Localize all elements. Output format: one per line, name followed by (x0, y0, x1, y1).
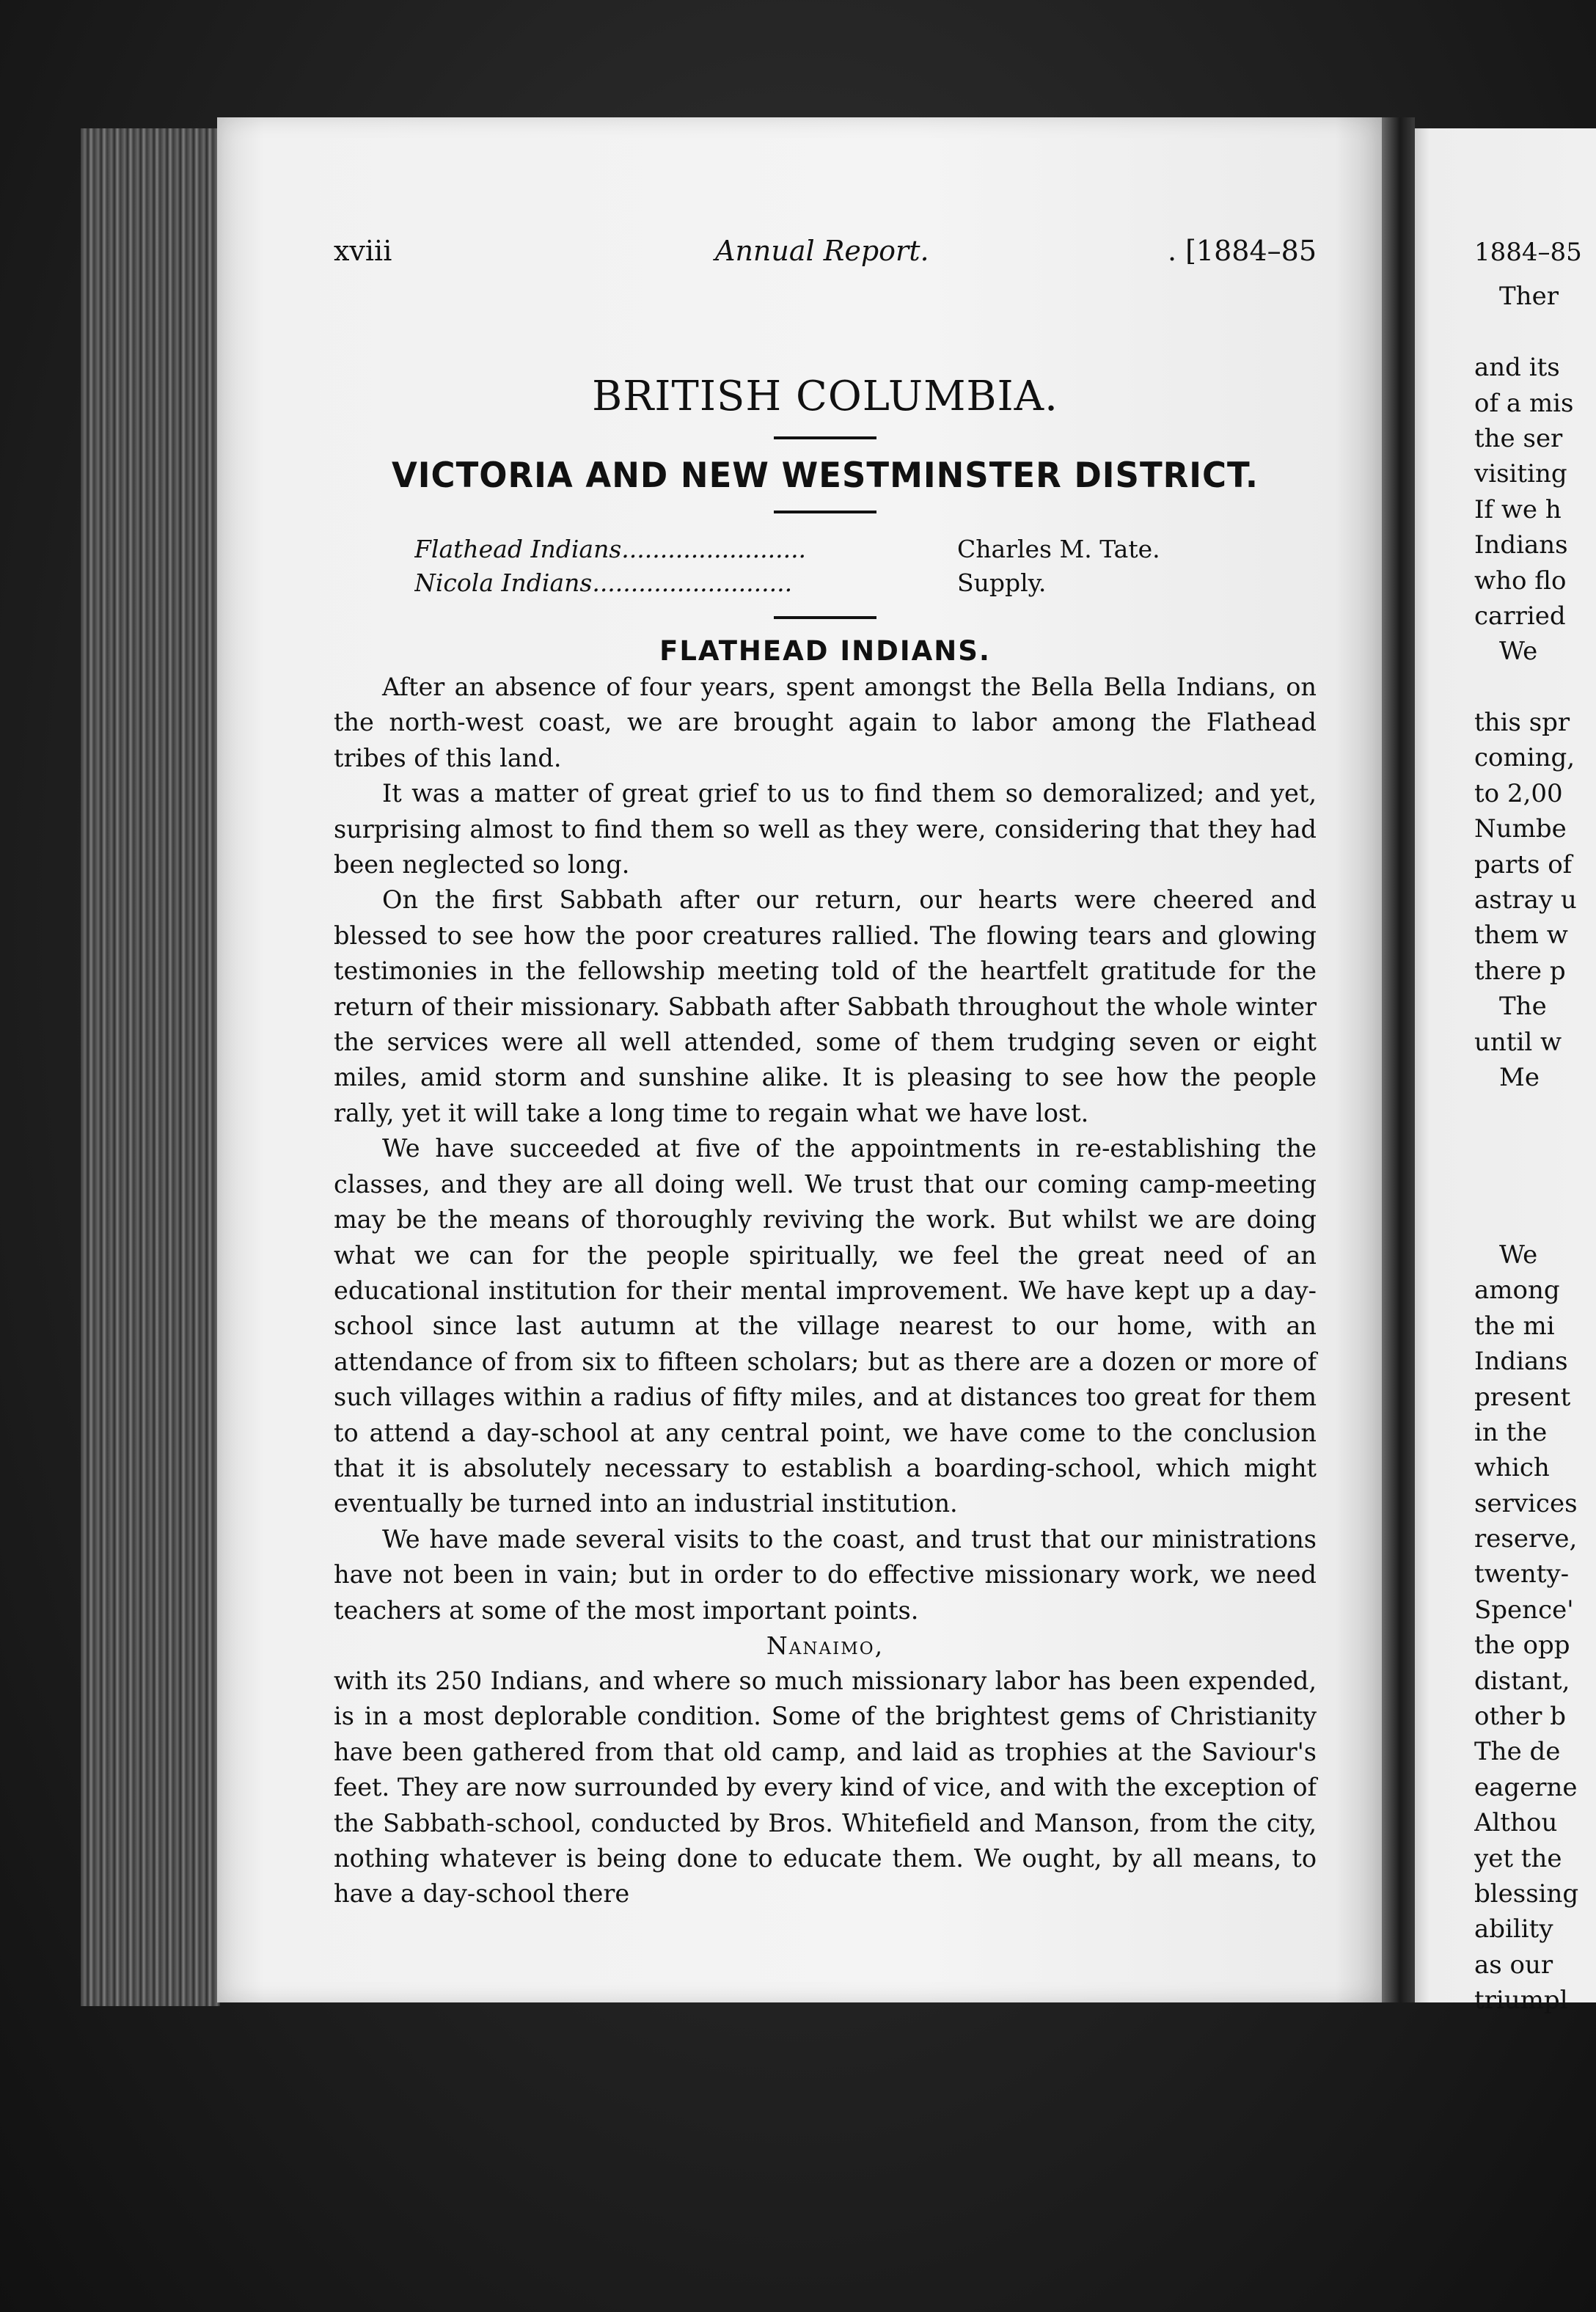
mission-name: Flathead Indians........................ (414, 535, 807, 563)
right-page-line: distant, (1474, 1666, 1570, 1696)
right-page-line (1474, 1131, 1596, 1166)
right-page-text (1474, 235, 1596, 2019)
right-page-line: yet the (1474, 1843, 1562, 1873)
right-page-line: Me (1474, 1062, 1540, 1092)
paragraph: We have made several visits to the coast, and trust that our ministrations have not been in vain; but in order to do effective missionary work, we need teachers at some of the most important points. (334, 1524, 1317, 1625)
appointment-row (414, 566, 1317, 600)
right-page-line: among (1474, 1276, 1560, 1306)
right-page-line: the opp (1474, 1631, 1570, 1661)
right-page-line: Ther (1474, 282, 1559, 312)
right-page-line: eagerne (1474, 1772, 1578, 1802)
right-page-line: which (1474, 1453, 1550, 1483)
right-page-line: other b (1474, 1702, 1566, 1732)
right-page-line: visiting (1474, 459, 1567, 489)
right-page-line: We (1474, 1240, 1538, 1270)
right-page-line: We (1474, 637, 1538, 667)
right-page-line: Indians (1474, 530, 1568, 560)
right-page-line: of a mis (1474, 388, 1574, 418)
section-heading: FLATHEAD INDIANS. (659, 635, 991, 667)
right-page-line: coming, (1474, 743, 1575, 773)
right-page-line: reserve, (1474, 1524, 1578, 1554)
paragraph: with its 250 Indians, and where so much missionary labor has been expended, is in a most deplorable condition. Some of the brightest gems of Christianity have been gathered from that old camp, and laid as trophies at the Saviour's feet. They are now surrounded by every kind of vice, and with the exception of the Sabbath-school, conducted by Bros. Whitefield and Manson, from the city, nothing whatever is being done to educate them. We ought, by all means, to have a day-school there (334, 1666, 1317, 1909)
mission-name: Nicola Indians.......................... (414, 568, 793, 597)
paragraph: After an absence of four years, spent amongst the Bella Bella Indians, on the north-west coast, we are brought again to labor among the Flathead tribes of this land. (334, 673, 1317, 772)
right-page-line: until w (1474, 1027, 1562, 1057)
running-year: . [1884–85 (1167, 235, 1317, 267)
right-page-line: If we h (1474, 494, 1562, 524)
running-head (334, 235, 1317, 276)
right-page-line (1474, 315, 1596, 350)
right-page-line: parts of (1474, 849, 1573, 879)
right-page-line: The (1474, 992, 1547, 1022)
right-page-line: Indians (1474, 1347, 1568, 1377)
right-page-line: triumpl (1474, 1986, 1568, 2016)
page-title: BRITISH COLUMBIA. (592, 373, 1058, 420)
right-page-line: them w (1474, 921, 1568, 951)
page-number: xviii (334, 235, 392, 267)
right-page-line: 1884–85 (1474, 238, 1582, 267)
appointment-row (414, 533, 1317, 566)
book-page-edges (81, 128, 220, 2006)
right-page-line (1474, 1166, 1596, 1201)
right-page-line: to 2,00 (1474, 778, 1563, 808)
district-heading: VICTORIA AND NEW WESTMINSTER DISTRICT. (391, 454, 1259, 496)
right-page-line: the mi (1474, 1311, 1555, 1341)
left-page-content (334, 235, 1317, 1912)
right-page-line: ability (1474, 1914, 1553, 1945)
right-page-line: twenty- (1474, 1559, 1570, 1590)
missionary-name: Charles M. Tate. (957, 535, 1160, 563)
book-gutter (1382, 117, 1415, 2002)
title-rule (774, 436, 876, 439)
section-rule (774, 616, 876, 619)
right-page-line: the ser (1474, 423, 1563, 453)
right-page-line: carried (1474, 601, 1566, 631)
right-page-line: The de (1474, 1737, 1561, 1767)
right-page-line: astray u (1474, 885, 1577, 915)
right-page-line: Spence' (1474, 1595, 1574, 1625)
paragraph: We have succeeded at five of the appointments in re-establishing the classes, and they are all doing well. We trust that our coming camp-meeting may be the means of thoroughly reviving the work. But whilst we are doing what we can for the people spiritually, we feel the great need of an educational institution for their mental improvement. We have kept up a day-school since last autumn at the village nearest to our home, with an attendance of from six to fifteen scholars; but as there are a dozen or more of such villages within a radius of fifty miles, and at distances too great for them to attend a day-school at any central point, we have come to the conclusion that it is absolutely necessary to establish a boarding-school, which might eventually be turned into an industrial institution. (334, 1134, 1317, 1518)
right-page-line: in the (1474, 1417, 1548, 1447)
right-page-line: Althou (1474, 1808, 1558, 1838)
right-page-line: Numbe (1474, 814, 1567, 844)
right-page-line: this spr (1474, 708, 1570, 738)
right-page-line: who flo (1474, 566, 1567, 596)
running-title: Annual Report. (715, 235, 929, 267)
right-page-line: blessing (1474, 1878, 1579, 1909)
right-page-line (1474, 1095, 1596, 1130)
right-page-line (1474, 670, 1596, 705)
body-text (334, 670, 1317, 1912)
nanaimo-subheading: Nanaimo, (766, 1631, 885, 1660)
right-page-line: and its (1474, 353, 1560, 383)
right-page-line: there p (1474, 956, 1566, 986)
right-page-line: present (1474, 1382, 1571, 1412)
right-page-line (1474, 1202, 1596, 1237)
appointments-list (414, 533, 1317, 600)
paragraph: On the first Sabbath after our return, our hearts were cheered and blessed to see how the poor creatures rallied. The flowing tears and glowing testimonies in the fellowship meeting told of the heartfelt gratitude for the return of their missionary. Sabbath after Sabbath throughout the whole winter the services were all well attended, some of them trudging seven or eight miles, amid storm and sunshine alike. It is pleasing to see how the people rally, yet it will take a long time to regain what we have lost. (334, 885, 1317, 1127)
paragraph: It was a matter of great grief to us to find them so demoralized; and yet, surprising almost to find them so well as they were, considering that they had been neglected so long. (334, 779, 1317, 879)
missionary-name: Supply. (957, 568, 1047, 597)
district-rule (774, 511, 876, 513)
right-page-line: as our (1474, 1950, 1553, 1980)
right-page-line: services (1474, 1488, 1578, 1518)
